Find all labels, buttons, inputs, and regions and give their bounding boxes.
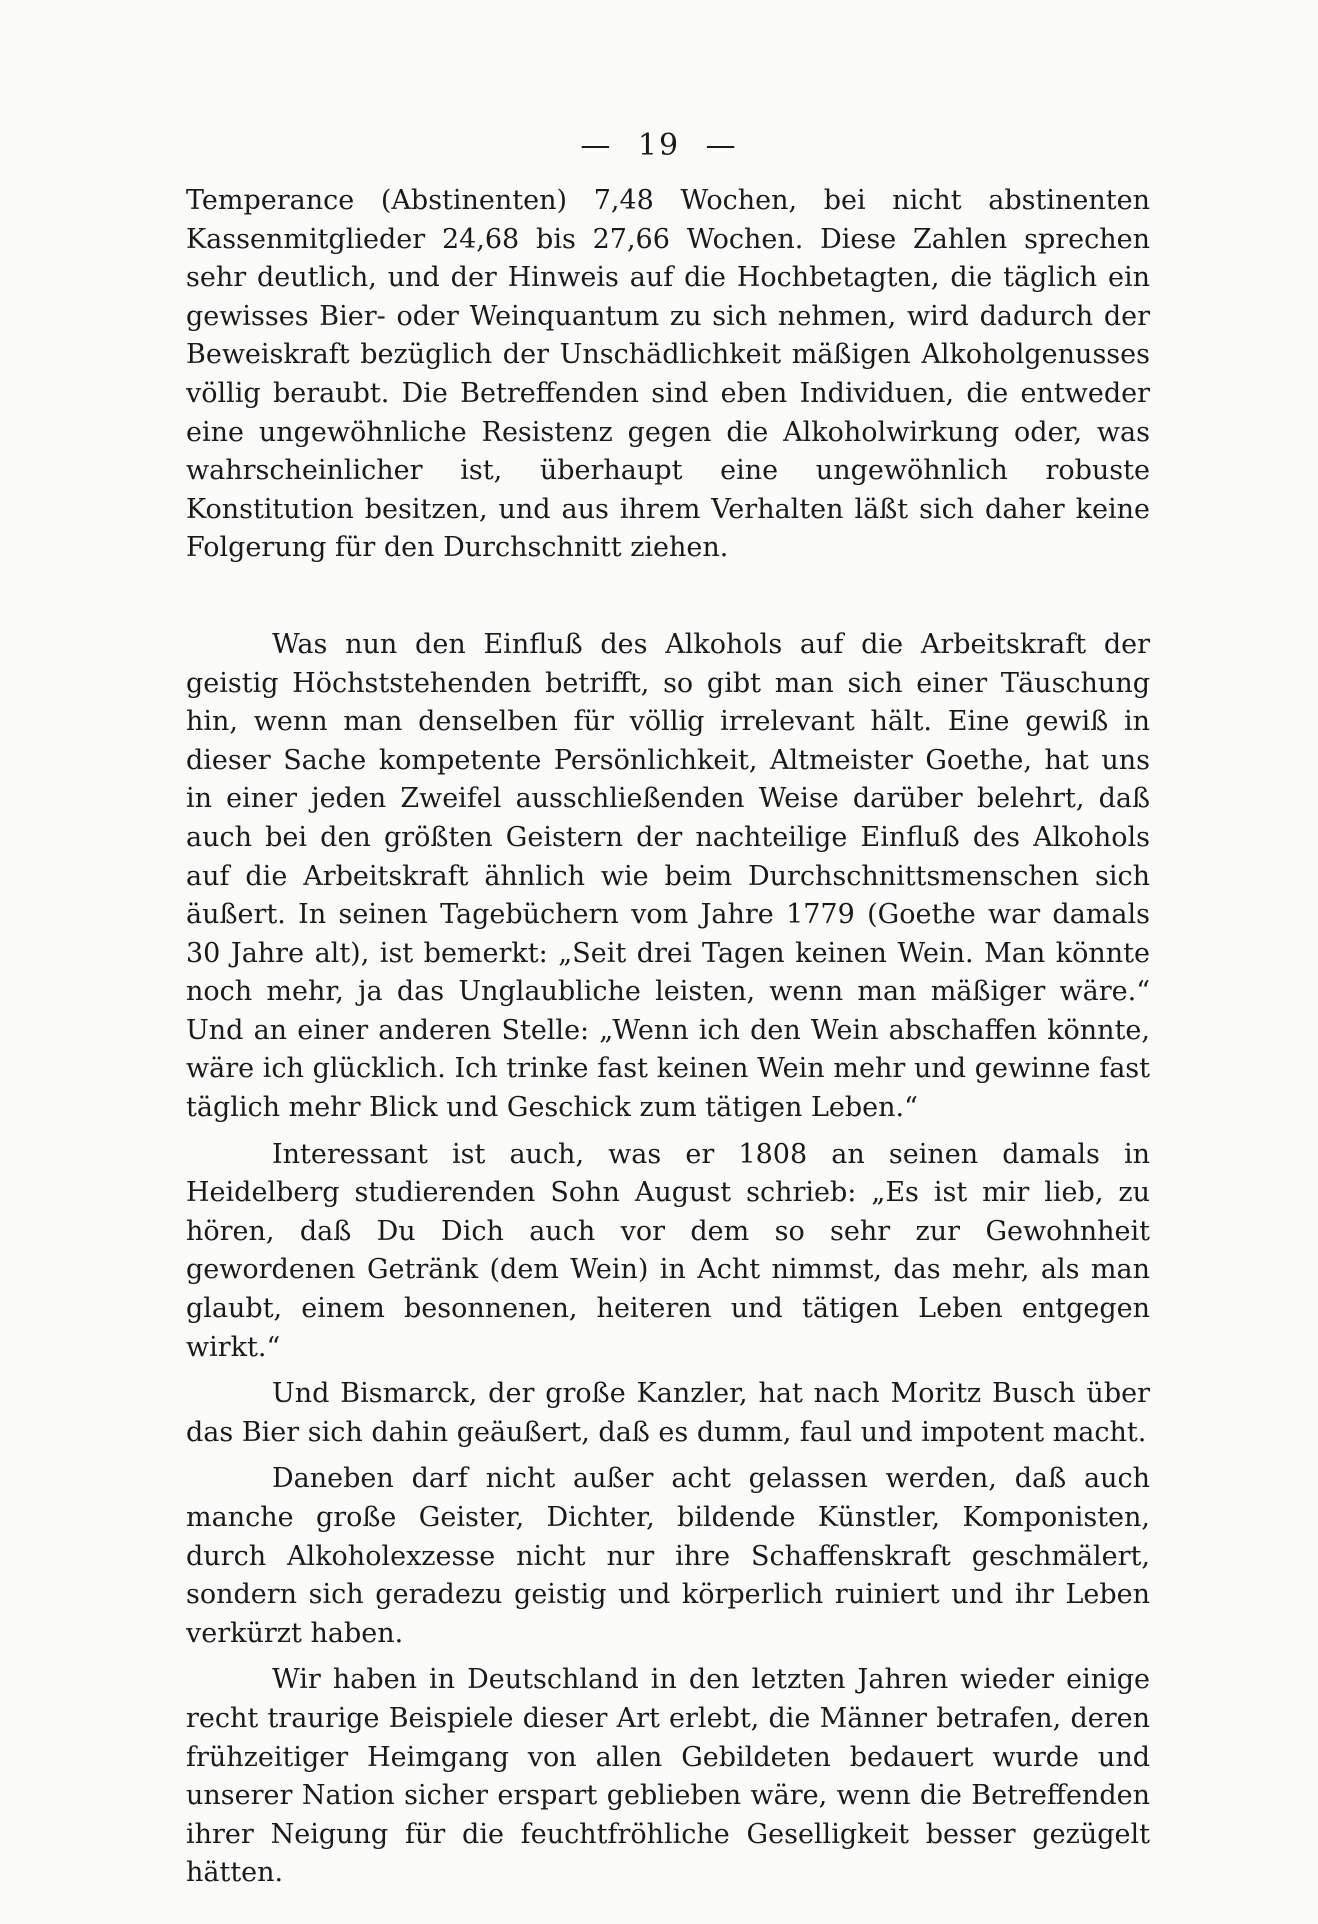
body-text xyxy=(186,182,1150,1893)
paragraph-5: Daneben darf nicht außer acht gelassen werden, daß auch manche große Geister, Dichter, bildende Künstler, Komponisten, durch Alkoholexzesse nicht nur ihre Schaffenskraft geschmälert, sondern sich geradezu geistig und körperlich ruiniert und ihr Leben verkürzt haben. xyxy=(186,1463,1150,1649)
header-dash-left: — xyxy=(580,128,613,163)
paragraph-1: Temperance (Abstinenten) 7,48 Wochen, bei nicht abstinenten Kassenmitglieder 24,68 bis 27,66 Wochen. Diese Zahlen sprechen sehr deutlich, und der Hinweis auf die Hochbetagten, die täglich ein gewisses Bier- oder Weinquantum zu sich nehmen, wird dadurch der Beweiskraft bezüglich der Unschädlichkeit mäßigen Alkoholgenusses völlig beraubt. Die Betreffenden sind eben Individuen, die entweder eine ungewöhnliche Resistenz gegen die Alkoholwirkung oder, was wahrscheinlicher ist, überhaupt eine ungewöhnlich robuste Konstitution besitzen, und aus ihrem Verhalten läßt sich daher keine Folgerung für den Durchschnitt ziehen. xyxy=(186,185,1150,564)
paragraph-4: Und Bismarck, der große Kanzler, hat nach Moritz Busch über das Bier sich dahin geäußert, daß es dumm, faul und impotent macht. xyxy=(186,1378,1150,1448)
header-dash-right: — xyxy=(705,128,738,163)
page-number: 19 xyxy=(637,128,681,163)
paragraph-6: Wir haben in Deutschland in den letzten Jahren wieder einige recht traurige Beispiele dieser Art erlebt, die Männer betrafen, deren frühzeitiger Heimgang von allen Gebildeten bedauert wurde und unserer Nation sicher erspart geblieben wäre, wenn die Betreffenden ihrer Neigung für die feuchtfröhliche Geselligkeit besser gezügelt hätten. xyxy=(186,1664,1150,1889)
paragraph-3: Interessant ist auch, was er 1808 an seinen damals in Heidelberg studierenden Sohn August schrieb: „Es ist mir lieb, zu hören, daß Du Dich auch vor dem so sehr zur Gewohnheit gewordenen Getränk (dem Wein) in Acht nimmst, das mehr, als man glaubt, einem besonnenen, heiteren und tätigen Leben entgegen wirkt.“ xyxy=(186,1138,1150,1363)
paragraph-2: Was nun den Einfluß des Alkohols auf die Arbeitskraft der geistig Höchststehenden betrifft, so gibt man sich einer Täuschung hin, wenn man denselben für völlig irrelevant hält. Eine gewiß in dieser Sache kompetente Persönlichkeit, Altmeister Goethe, hat uns in einer jeden Zweifel ausschließenden Weise darüber belehrt, daß auch bei den größten Geistern der nachteilige Einfluß des Alkohols auf die Arbeitskraft ähnlich wie beim Durchschnittsmenschen sich äußert. In seinen Tagebüchern vom Jahre 1779 (Goethe war damals 30 Jahre alt), ist bemerkt: „Seit drei Tagen keinen Wein. Man könnte noch mehr, ja das Unglaubliche leisten, wenn man mäßiger wäre.“ Und an einer anderen Stelle: „Wenn ich den Wein abschaffen könnte, wäre ich glücklich. Ich trinke fast keinen Wein mehr und gewinne fast täglich mehr Blick und Geschick zum tätigen Leben.“ xyxy=(186,628,1150,1124)
page-header xyxy=(0,128,1318,163)
